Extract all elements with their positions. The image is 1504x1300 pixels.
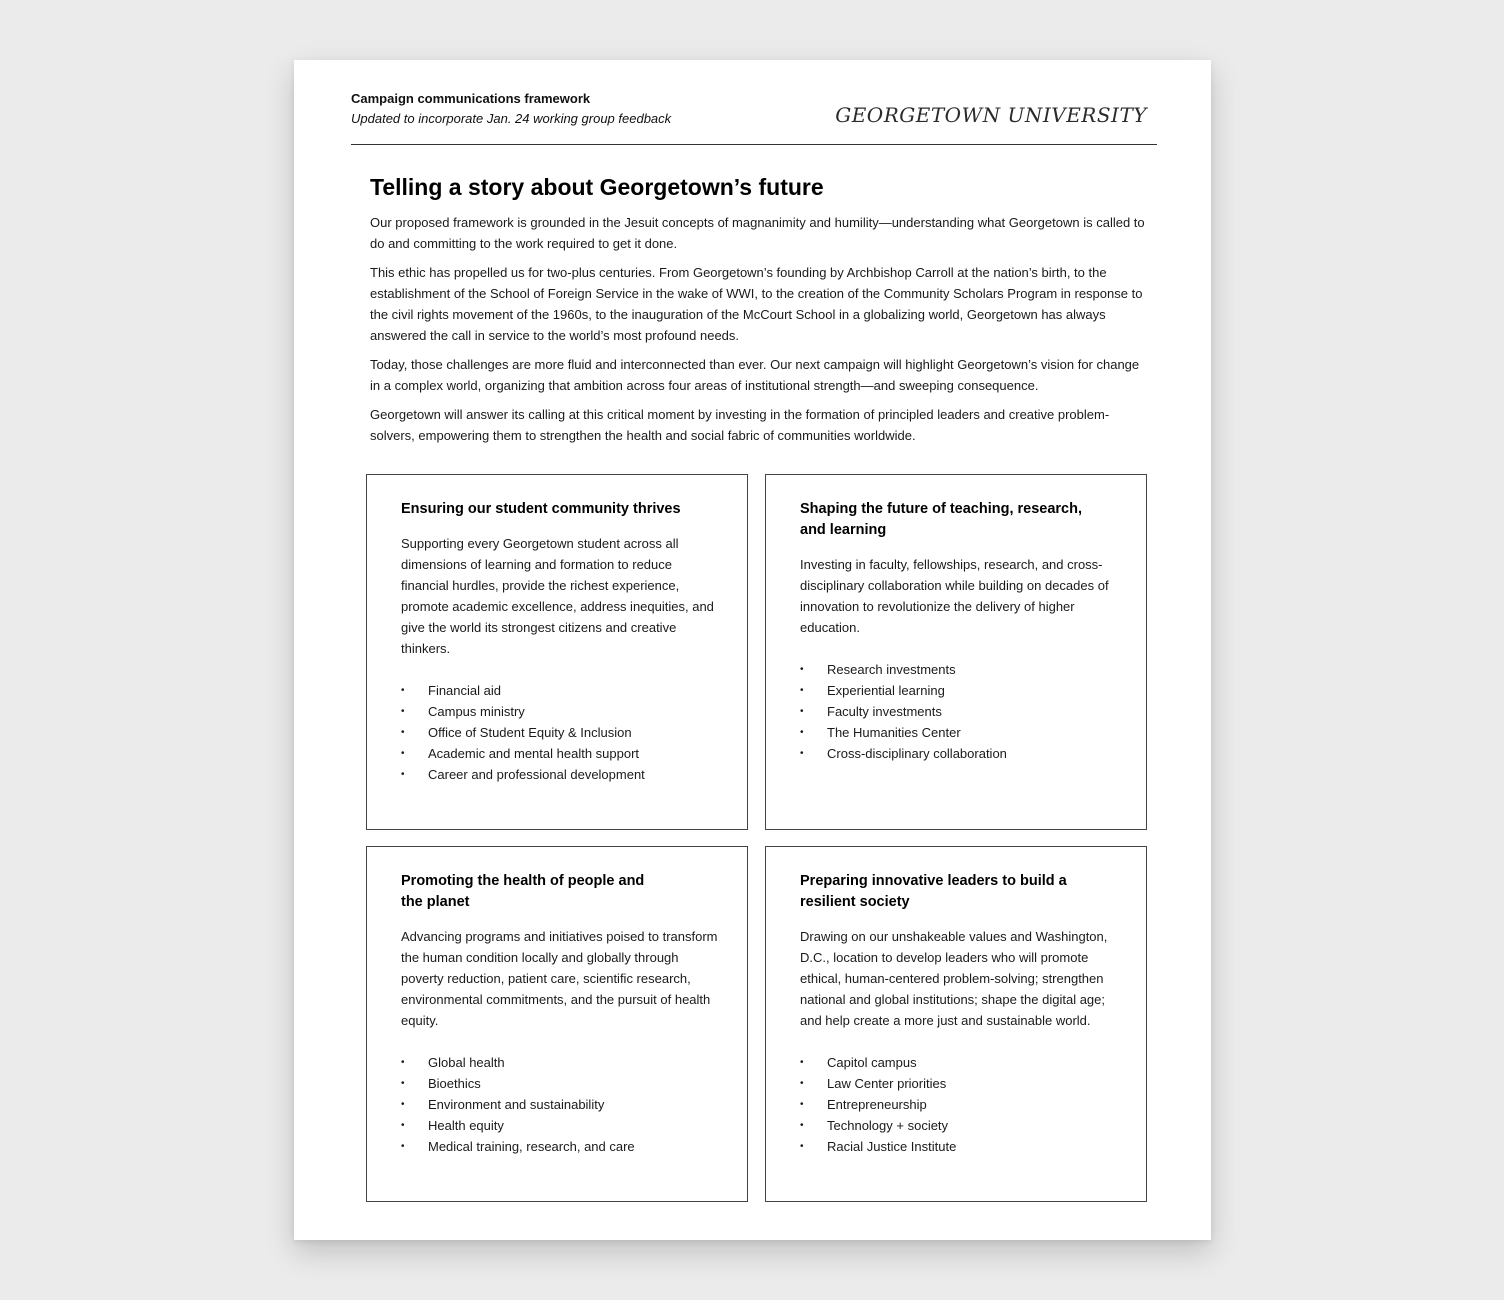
bullet-icon: • (401, 1099, 405, 1110)
list-item (800, 722, 1122, 743)
bullet-icon: • (800, 706, 804, 717)
intro-paragraph: Our proposed framework is grounded in the Jesuit concepts of magnanimity and humility—understanding what Georgetown is called to do and committing to the work required to get it done. (370, 215, 1145, 251)
card-list (401, 680, 723, 785)
list-item-label: Experiential learning (827, 683, 945, 698)
bullet-icon: • (401, 706, 405, 717)
intro-paragraph: Today, those challenges are more fluid and interconnected than ever. Our next campaign will highlight Georgetown’s vision for change in a complex world, organizing that ambition across four areas of institutional strength—and sweeping consequence. (370, 357, 1140, 393)
document-page (294, 60, 1211, 1240)
list-item (800, 659, 1122, 680)
bullet-icon: • (401, 685, 405, 696)
card-list (800, 659, 1122, 764)
list-item-label: Academic and mental health support (428, 746, 640, 761)
bullet-icon: • (800, 727, 804, 738)
bullet-icon: • (401, 1141, 405, 1152)
list-item-label: Law Center priorities (827, 1076, 947, 1091)
document-header (351, 90, 1157, 145)
list-item (800, 1136, 1122, 1157)
list-item (800, 680, 1122, 701)
list-item-label: Capitol campus (827, 1055, 917, 1070)
bullet-icon: • (800, 748, 804, 759)
list-item (800, 701, 1122, 722)
intro-section (370, 212, 1150, 454)
card-student-community (366, 474, 748, 830)
list-item-label: Racial Justice Institute (827, 1139, 957, 1154)
header-title: Campaign communications framework (351, 91, 591, 106)
list-item-label: Entrepreneurship (827, 1097, 927, 1112)
bullet-icon: • (800, 664, 804, 675)
bullet-icon: • (800, 1078, 804, 1089)
list-item-label: Environment and sustainability (428, 1097, 605, 1112)
list-item-label: Campus ministry (428, 704, 525, 719)
bullet-icon: • (800, 1057, 804, 1068)
bullet-icon: • (401, 769, 405, 780)
card-list (800, 1052, 1122, 1157)
list-item-label: Global health (428, 1055, 505, 1070)
bullet-icon: • (401, 748, 405, 759)
bullet-icon: • (401, 727, 405, 738)
list-item (401, 1115, 723, 1136)
card-title: Ensuring our student community thrives (401, 501, 681, 517)
bullet-icon: • (401, 1057, 405, 1068)
list-item (401, 764, 723, 785)
bullet-icon: • (800, 1120, 804, 1131)
list-item-label: Cross-disciplinary collaboration (827, 746, 1007, 761)
card-list (401, 1052, 723, 1157)
card-title: Promoting the health of people and the planet (401, 873, 645, 910)
list-item (401, 1073, 723, 1094)
bullet-icon: • (800, 685, 804, 696)
bullet-icon: • (401, 1120, 405, 1131)
intro-paragraph: This ethic has propelled us for two-plus centuries. From Georgetown’s founding by Archbishop Carroll at the nation’s birth, to the establishment of the School of Foreign Service in the wake of WWI, to the creation of the Community Scholars Program in response to the civil rights movement of the 1960s, to the inauguration of the McCourt School in a globalizing world, Georgetown has always answered the call in service to the world’s most profound needs. (370, 265, 1143, 343)
header-subtitle: Updated to incorporate Jan. 24 working group feedback (351, 111, 672, 126)
bullet-icon: • (800, 1141, 804, 1152)
card-description: Drawing on our unshakeable values and Washington, D.C., location to develop leaders who will promote ethical, human-centered problem-solving; strengthen national and global institutions; shape the digital age; and help create a more just and sustainable world. (800, 929, 1108, 1028)
list-item-label: Research investments (827, 662, 956, 677)
list-item (401, 1136, 723, 1157)
list-item-label: Medical training, research, and care (428, 1139, 635, 1154)
list-item (401, 1094, 723, 1115)
list-item (800, 743, 1122, 764)
list-item-label: Health equity (428, 1118, 504, 1133)
list-item (800, 1115, 1122, 1136)
list-item (401, 722, 723, 743)
list-item-label: Technology + society (827, 1118, 949, 1133)
list-item-label: Office of Student Equity & Inclusion (428, 725, 632, 740)
list-item (800, 1052, 1122, 1073)
intro-paragraph: Georgetown will answer its calling at this critical moment by investing in the formation of principled leaders and creative problem-solvers, empowering them to strengthen the health and social fabric of communities worldwide. (370, 407, 1110, 443)
card-title: Shaping the future of teaching, research, and learning (800, 501, 1082, 538)
card-teaching-research (765, 474, 1147, 830)
list-item (401, 743, 723, 764)
bullet-icon: • (800, 1099, 804, 1110)
card-description: Advancing programs and initiatives poised to transform the human condition locally and globally through poverty reduction, patient care, scientific research, environmental commitments, and the pursuit of health equity. (401, 929, 718, 1028)
list-item (401, 701, 723, 722)
list-item-label: Faculty investments (827, 704, 942, 719)
list-item (800, 1073, 1122, 1094)
bullet-icon: • (401, 1078, 405, 1089)
card-description: Investing in faculty, fellowships, research, and cross-disciplinary collaboration while building on decades of innovation to revolutionize the delivery of higher education. (800, 557, 1109, 635)
list-item (800, 1094, 1122, 1115)
list-item-label: Financial aid (428, 683, 501, 698)
card-description: Supporting every Georgetown student across all dimensions of learning and formation to reduce financial hurdles, provide the richest experience, promote academic excellence, address inequities, and give the world its strongest citizens and creative thinkers. (401, 536, 714, 656)
list-item-label: The Humanities Center (827, 725, 961, 740)
card-title: Preparing innovative leaders to build a resilient society (800, 873, 1067, 910)
list-item (401, 680, 723, 701)
list-item-label: Bioethics (428, 1076, 481, 1091)
card-innovative-leaders (765, 846, 1147, 1202)
list-item (401, 1052, 723, 1073)
page-title: Telling a story about Georgetown’s future (370, 174, 824, 200)
card-health-planet (366, 846, 748, 1202)
georgetown-logo: GEORGETOWN UNIVERSITY (835, 103, 1147, 127)
list-item-label: Career and professional development (428, 767, 645, 782)
